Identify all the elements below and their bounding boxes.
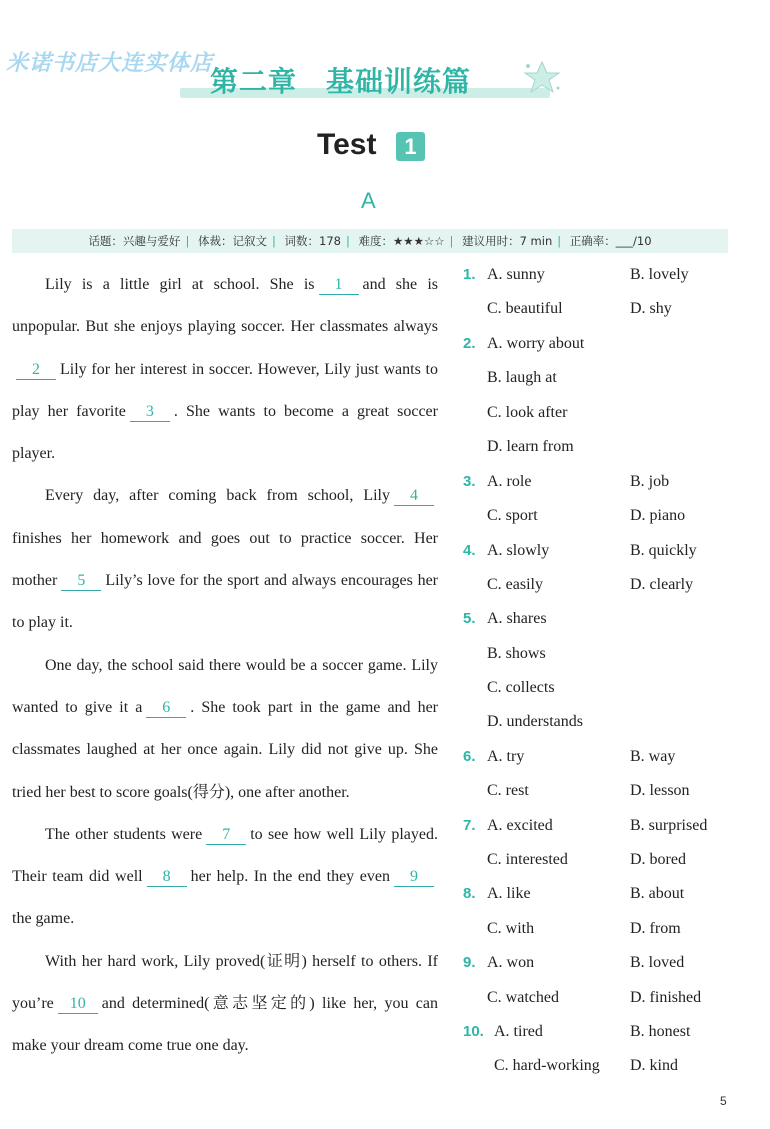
- star-decoration-icon: [520, 60, 564, 96]
- option-d[interactable]: D. kind: [630, 1057, 678, 1074]
- chapter-title: 第二章 基础训练篇: [210, 65, 472, 98]
- option-c[interactable]: C. collects: [487, 679, 555, 696]
- blank-6[interactable]: 6: [146, 699, 186, 718]
- blank-8[interactable]: 8: [147, 868, 187, 887]
- option-b[interactable]: B. about: [630, 885, 685, 902]
- watermark: 米诺书店大连实体店: [6, 51, 214, 76]
- option-d[interactable]: D. from: [630, 920, 681, 937]
- option-d[interactable]: D. learn from: [487, 438, 574, 455]
- option-b[interactable]: B. loved: [630, 954, 685, 971]
- test-title: Test: [317, 128, 377, 161]
- page-number: 5: [720, 1094, 727, 1108]
- option-d[interactable]: D. lesson: [630, 782, 690, 799]
- option-c[interactable]: C. sport: [487, 507, 538, 524]
- option-b[interactable]: B. shows: [487, 645, 546, 662]
- option-c[interactable]: C. look after: [487, 404, 568, 421]
- option-b[interactable]: B. way: [630, 748, 676, 765]
- chapter-header: [180, 58, 566, 102]
- option-a[interactable]: A. like: [487, 885, 531, 902]
- option-a[interactable]: A. sunny: [487, 266, 545, 283]
- info-bar: 话题：兴趣与爱好 | 体裁：记叙文 | 词数：178 | 难度：★★★☆☆ | 建议用时：7 min | 正确率：___/10: [12, 229, 728, 253]
- info-words: 词数：178: [284, 234, 341, 248]
- option-d[interactable]: D. clearly: [630, 576, 694, 593]
- option-d[interactable]: D. bored: [630, 851, 686, 868]
- option-a[interactable]: A. excited: [487, 817, 553, 834]
- blank-5[interactable]: 5: [61, 572, 101, 591]
- option-a[interactable]: A. worry about: [487, 335, 585, 352]
- info-genre: 体裁：记叙文: [197, 234, 267, 248]
- option-c[interactable]: C. rest: [487, 782, 529, 799]
- blank-7[interactable]: 7: [206, 826, 246, 845]
- reading-passage: [12, 264, 438, 1068]
- option-c[interactable]: C. watched: [487, 989, 559, 1006]
- option-b[interactable]: B. surprised: [630, 817, 708, 834]
- option-a[interactable]: A. role: [487, 473, 532, 490]
- option-b[interactable]: B. laugh at: [487, 369, 557, 386]
- option-c[interactable]: C. beautiful: [487, 300, 563, 317]
- test-number-badge: 1: [396, 132, 425, 161]
- option-b[interactable]: B. honest: [630, 1023, 691, 1040]
- blank-2[interactable]: 2: [16, 361, 56, 380]
- blank-4[interactable]: 4: [394, 487, 434, 506]
- info-time: 建议用时：7 min: [462, 234, 553, 248]
- paragraph-2: Every day, after coming back from school, Lily 4finishes her homework and goes out to practice soccer. Her mother 5 Lily’s love for the sport and always encourages her to play it.: [12, 487, 438, 632]
- option-a[interactable]: A. try: [487, 748, 525, 765]
- option-b[interactable]: B. job: [630, 473, 670, 490]
- option-d[interactable]: D. understands: [487, 713, 583, 730]
- option-a[interactable]: A. shares: [487, 610, 547, 627]
- option-c[interactable]: C. interested: [487, 851, 568, 868]
- option-d[interactable]: D. shy: [630, 300, 672, 317]
- option-c[interactable]: C. easily: [487, 576, 543, 593]
- paragraph-3: One day, the school said there would be a soccer game. Lily wanted to give it a 6 . She took part in the game and her classmates laughed at her once again. Lily did not give up. She tried her best to score goals(得分), one after another.: [12, 656, 438, 801]
- option-a[interactable]: A. slowly: [487, 542, 550, 559]
- info-accuracy: 正确率：___/10: [569, 234, 652, 248]
- blank-3[interactable]: 3: [130, 403, 170, 422]
- paragraph-1: Lily is a little girl at school. She is 1 and she is unpopular. But she enjoys playing soccer. Her classmates always2 Lily for her interest in soccer. However, Lily just wants to play her favorite 3 . She wants to become a great soccer player.: [12, 276, 438, 463]
- section-label: A: [361, 188, 376, 213]
- option-c[interactable]: C. hard-working: [494, 1057, 600, 1074]
- option-b[interactable]: B. quickly: [630, 542, 697, 559]
- option-b[interactable]: B. lovely: [630, 266, 689, 283]
- option-a[interactable]: A. won: [487, 954, 535, 971]
- option-c[interactable]: C. with: [487, 920, 535, 937]
- info-difficulty: 难度：★★★☆☆: [358, 234, 445, 248]
- blank-10[interactable]: 10: [58, 995, 98, 1014]
- option-d[interactable]: D. finished: [630, 989, 702, 1006]
- blank-1[interactable]: 1: [319, 276, 359, 295]
- blank-9[interactable]: 9: [394, 868, 434, 887]
- option-a[interactable]: A. tired: [494, 1023, 543, 1040]
- option-d[interactable]: D. piano: [630, 507, 686, 524]
- paragraph-5: With her hard work, Lily proved(证明) herself to others. If you’re 10 and determined(意志坚定的) like her, you can make your dream come true one day.: [12, 952, 438, 1055]
- info-topic: 话题：兴趣与爱好: [88, 234, 181, 248]
- paragraph-4: The other students were 7 to see how well Lily played. Their team did well 8 her help. In the end they even 9the game.: [12, 825, 439, 928]
